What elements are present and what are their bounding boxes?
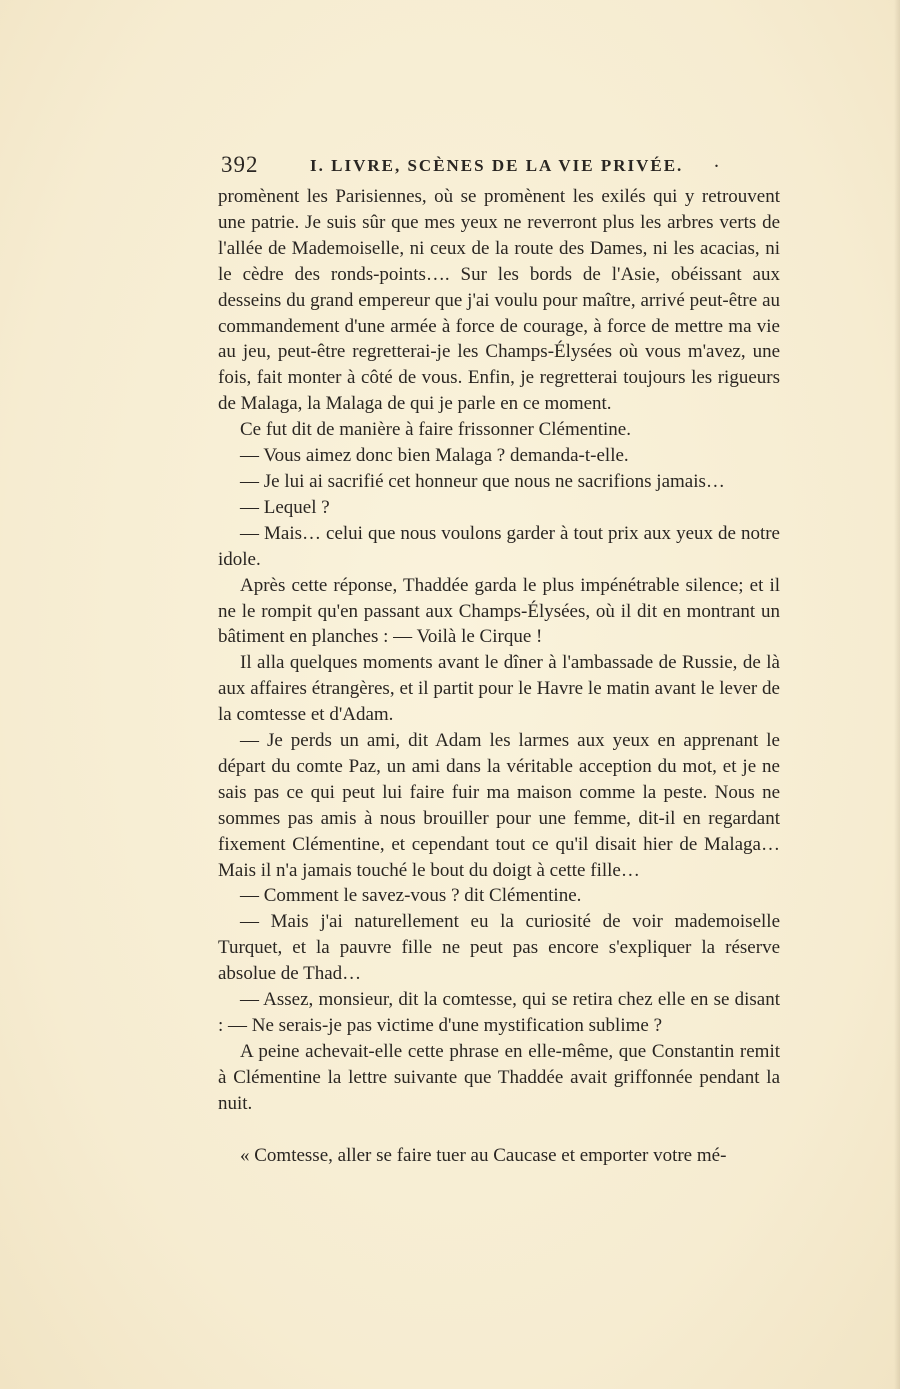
- page-edge-shadow: [894, 0, 900, 1389]
- dialogue-line: — Mais j'ai naturellement eu la curiosité de voir mademoiselle Turquet, et la pauvre fille ne peut pas encore s'expliquer la réserve absolue de Thad…: [218, 911, 780, 985]
- paragraph: Ce fut dit de manière à faire frissonner Clémentine.: [240, 419, 631, 441]
- dialogue-line: — Assez, monsieur, dit la comtesse, qui se retira chez elle en se disant : — Ne serais-je pas victime d'une mystification sublime ?: [218, 989, 780, 1036]
- running-head: I. LIVRE, SCÈNES DE LA VIE PRIVÉE.: [310, 156, 684, 175]
- dialogue-line: — Je perds un ami, dit Adam les larmes aux yeux en apprenant le départ du comte Paz, un ami dans la véritable acception du mot, et je ne sais pas ce qui peut lui faire fuir ma maison comme la peste. Nous ne sommes pas amis à nous brouiller pour une femme, dit-il en regardant fixement Clémentine, et cependant tout ce qu'il disait hier de Malaga… Mais il n'a jamais touché le bout du doigt à cette fille…: [218, 730, 780, 881]
- paragraph: A peine achevait-elle cette phrase en elle-même, que Constantin remit à Clémentine la lettre suivante que Thaddée avait griffonnée pendant la nuit.: [218, 1040, 780, 1114]
- paragraph-continuation: promènent les Parisiennes, où se promènent les exilés qui y retrouvent une patrie. Je suis sûr que mes yeux ne reverront plus les arbres verts de l'allée de Mademoiselle, ni ceux de la route des Dames, ni les acacias, ni le cèdre des ronds-points…. Sur les bords de l'Asie, obéissant aux desseins du grand empereur que j'ai voulu pour maître, arrivé peut-être au commandement d'une armée à force de courage, à force de mettre ma vie au jeu, peut-être regretterai-je les Champs-Élysées où vous m'avez, une fois, fait monter à côté de vous. Enfin, je regretterai toujours les rigueurs de Malaga, la Malaga de qui je parle en ce moment.: [218, 186, 780, 415]
- page-number: 392: [221, 152, 259, 177]
- page-header: [218, 148, 780, 184]
- dialogue-line: — Mais… celui que nous voulons garder à tout prix aux yeux de notre idole.: [218, 522, 780, 570]
- dialogue-line: — Vous aimez donc bien Malaga ? demanda-t-elle.: [240, 445, 629, 467]
- paragraph: Il alla quelques moments avant le dîner à l'ambassade de Russie, de là aux affaires étrangères, et il partit pour le Havre le matin avant le lever de la comtesse et d'Adam.: [218, 652, 780, 726]
- dialogue-line: — Comment le savez-vous ? dit Clémentine.: [240, 885, 582, 907]
- paragraph: Après cette réponse, Thaddée garda le plus impénétrable silence; et il ne le rompit qu'en passant aux Champs-Élysées, où il dit en montrant un bâtiment en planches : — Voilà le Cirque !: [218, 574, 780, 648]
- dialogue-line: — Je lui ai sacrifié cet honneur que nous ne sacrifions jamais…: [240, 470, 725, 492]
- body-text: [218, 184, 780, 1169]
- dialogue-line: — Lequel ?: [240, 496, 330, 518]
- letter-opening: « Comtesse, aller se faire tuer au Caucase et emporter votre mé-: [240, 1144, 727, 1166]
- running-head-mark: .: [714, 150, 719, 172]
